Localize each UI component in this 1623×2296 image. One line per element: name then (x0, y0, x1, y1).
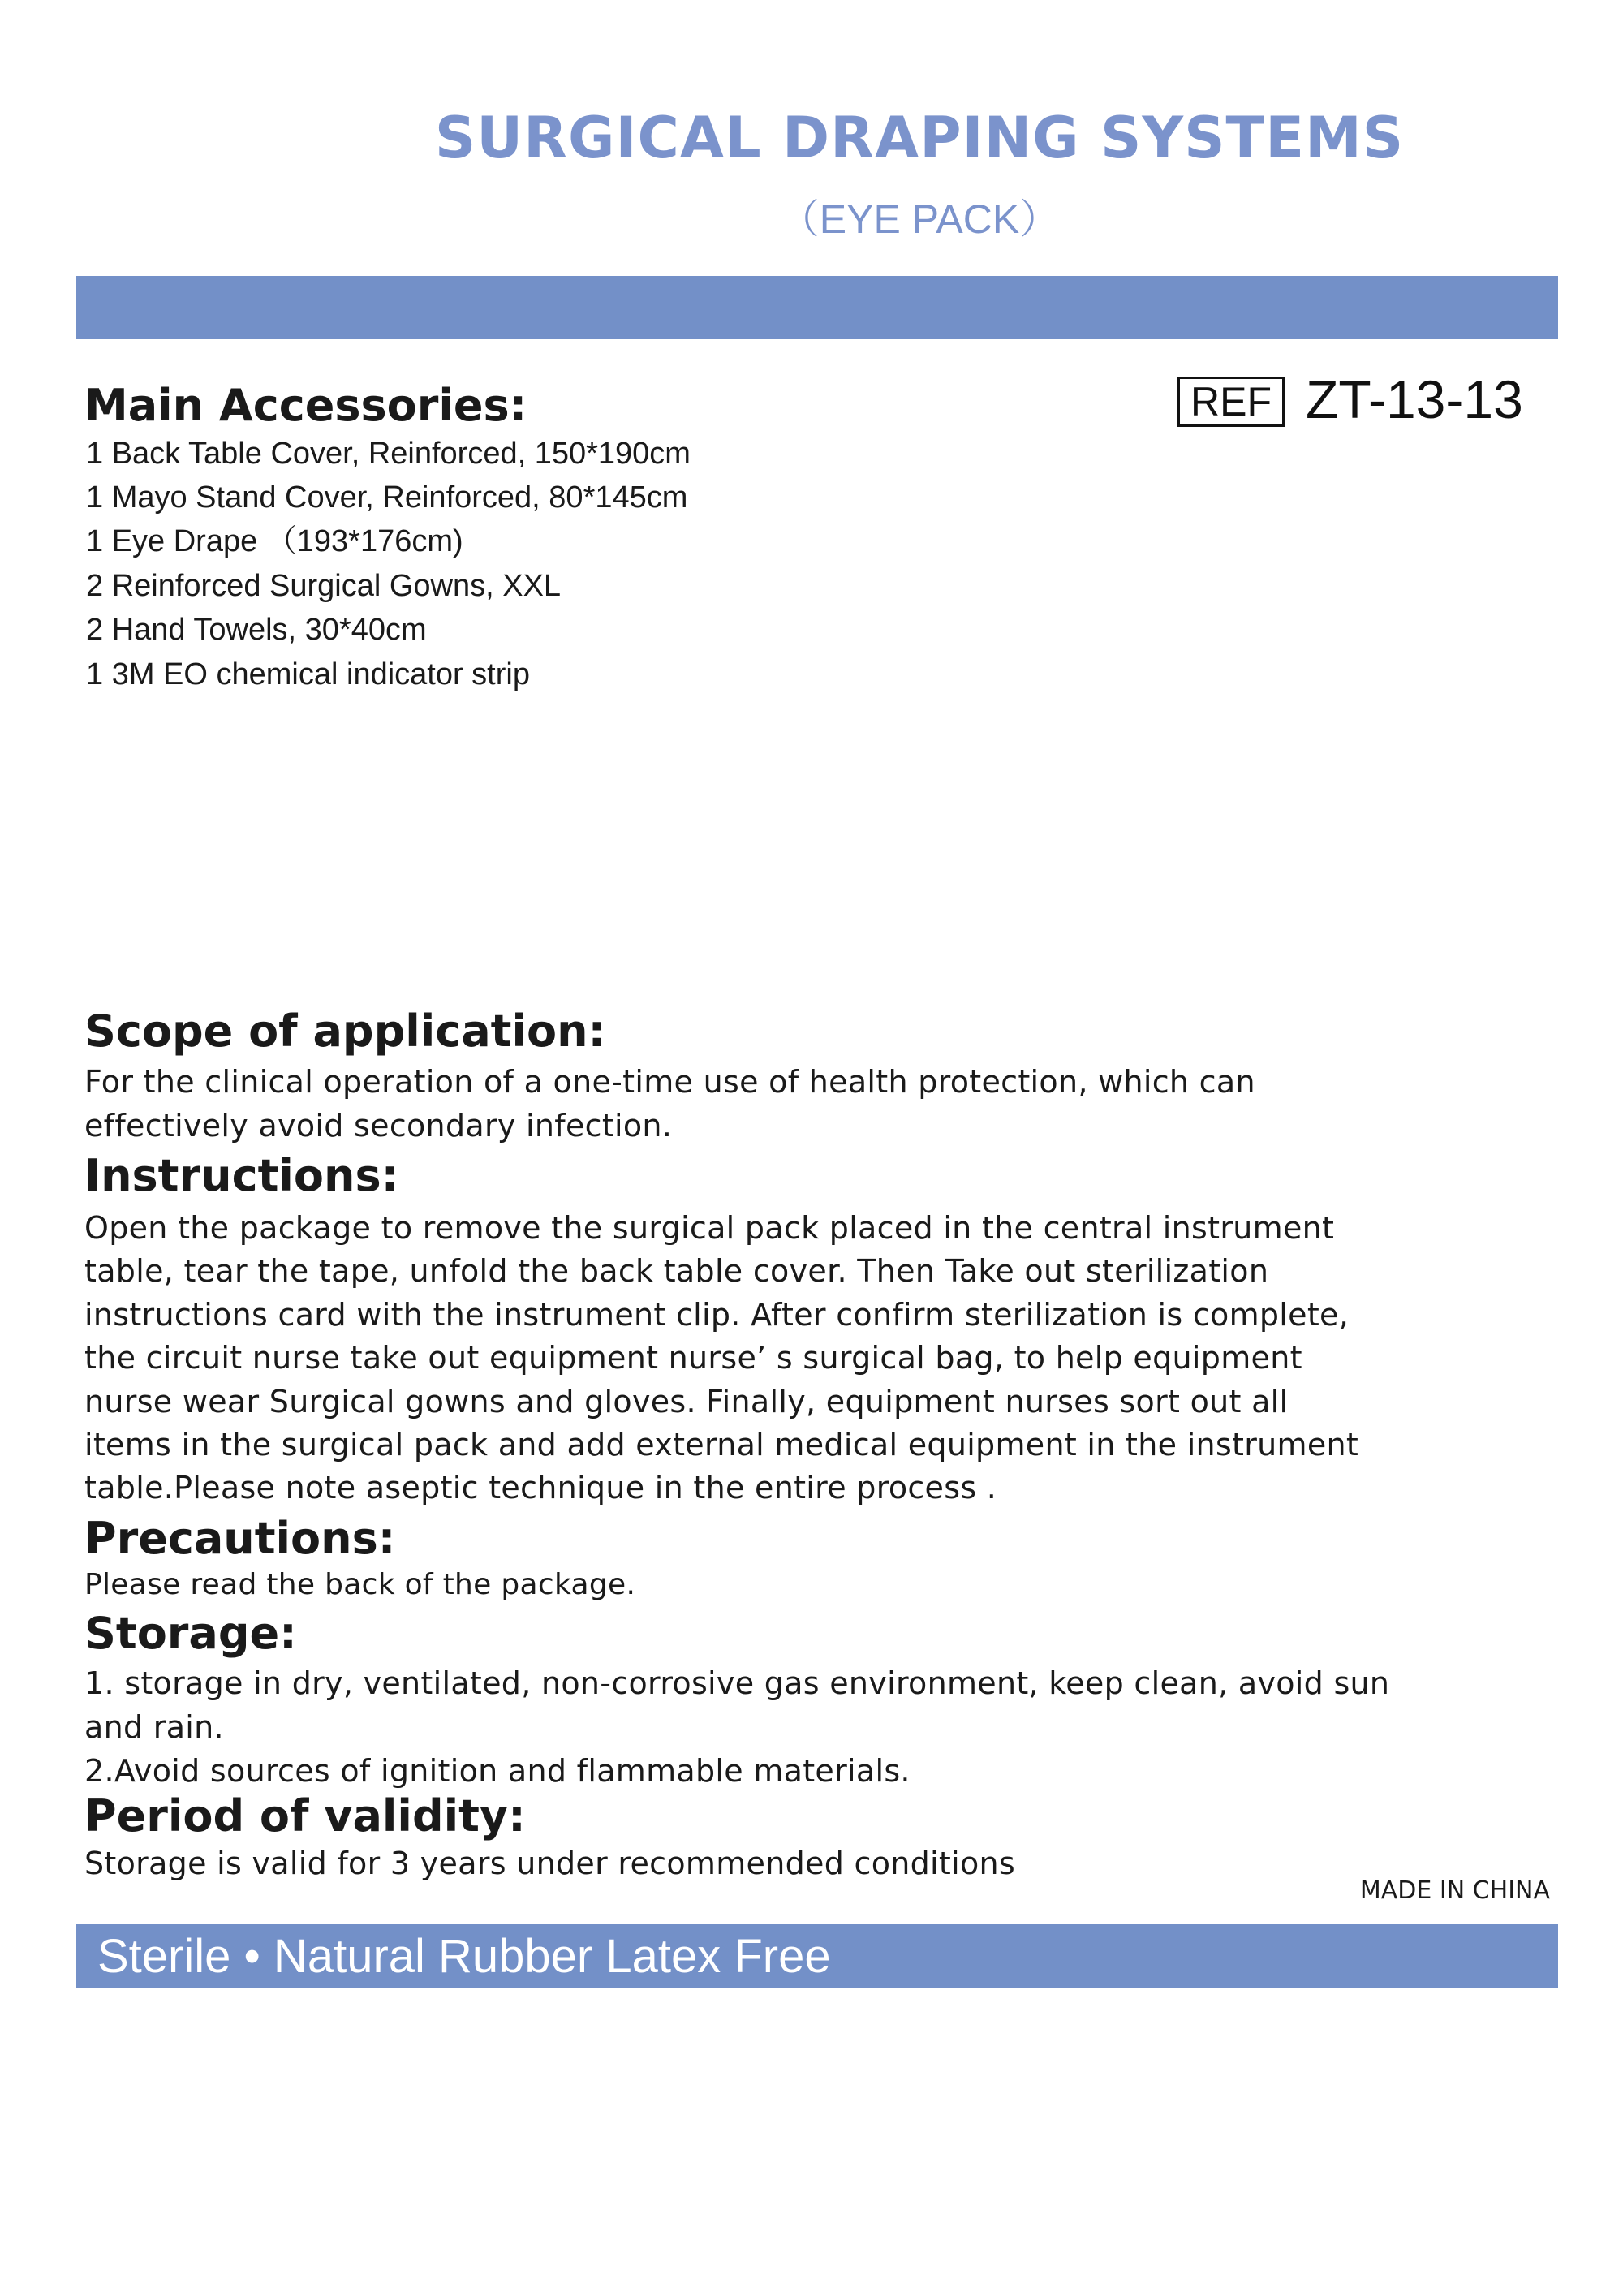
accessory-item: 2 Hand Towels, 30*40cm (86, 613, 427, 647)
storage-text: 1. storage in dry, ventilated, non-corrosive gas environment, keep clean, avoid sun (84, 1665, 1390, 1701)
precautions-text: Please read the back of the package. (84, 1568, 636, 1601)
sterile-latex-free-banner: Sterile • Natural Rubber Latex Free (97, 1930, 831, 1983)
accessory-item: 1 Mayo Stand Cover, Reinforced, 80*145cm (86, 480, 688, 515)
page-subtitle: （EYE PACK） (778, 196, 1061, 242)
scope-heading: Scope of application: (84, 1006, 606, 1057)
accessory-item: 1 Back Table Cover, Reinforced, 150*190cm (86, 437, 691, 471)
accessory-item: 1 Eye Drape （193*176cm) (86, 524, 463, 558)
ref-code: ZT-13-13 (1306, 369, 1523, 429)
validity-heading: Period of validity: (84, 1790, 526, 1842)
instructions-text: items in the surgical pack and add external medical equipment in the instrument (84, 1427, 1359, 1462)
validity-text: Storage is valid for 3 years under recommended conditions (84, 1846, 1015, 1881)
scope-text: For the clinical operation of a one-time use of health protection, which can (84, 1064, 1255, 1100)
instructions-heading: Instructions: (84, 1150, 399, 1201)
scope-text: effectively avoid secondary infection. (84, 1108, 673, 1144)
accessories-heading: Main Accessories: (84, 380, 527, 431)
accessory-item: 1 3M EO chemical indicator strip (86, 657, 530, 691)
instructions-text: table, tear the tape, unfold the back table cover. Then Take out sterilization (84, 1253, 1269, 1289)
precautions-heading: Precautions: (84, 1513, 396, 1564)
made-in-china-label: MADE IN CHINA (1359, 1876, 1550, 1905)
storage-text: 2.Avoid sources of ignition and flammable materials. (84, 1753, 911, 1789)
storage-text: and rain. (84, 1709, 224, 1745)
instructions-text: table.Please note aseptic technique in the entire process . (84, 1470, 997, 1506)
accessory-item: 2 Reinforced Surgical Gowns, XXL (86, 569, 562, 603)
instructions-text: instructions card with the instrument clip. After confirm sterilization is complete, (84, 1297, 1350, 1333)
header-band (76, 276, 1558, 339)
ref-symbol: REF (1177, 377, 1285, 427)
instructions-text: Open the package to remove the surgical pack placed in the central instrument (84, 1210, 1335, 1246)
instructions-text: the circuit nurse take out equipment nurse’ s surgical bag, to help equipment (84, 1340, 1302, 1376)
storage-heading: Storage: (84, 1608, 297, 1659)
page-title: SURGICAL DRAPING SYSTEMS (434, 105, 1405, 171)
instructions-text: nurse wear Surgical gowns and gloves. Finally, equipment nurses sort out all (84, 1384, 1289, 1419)
